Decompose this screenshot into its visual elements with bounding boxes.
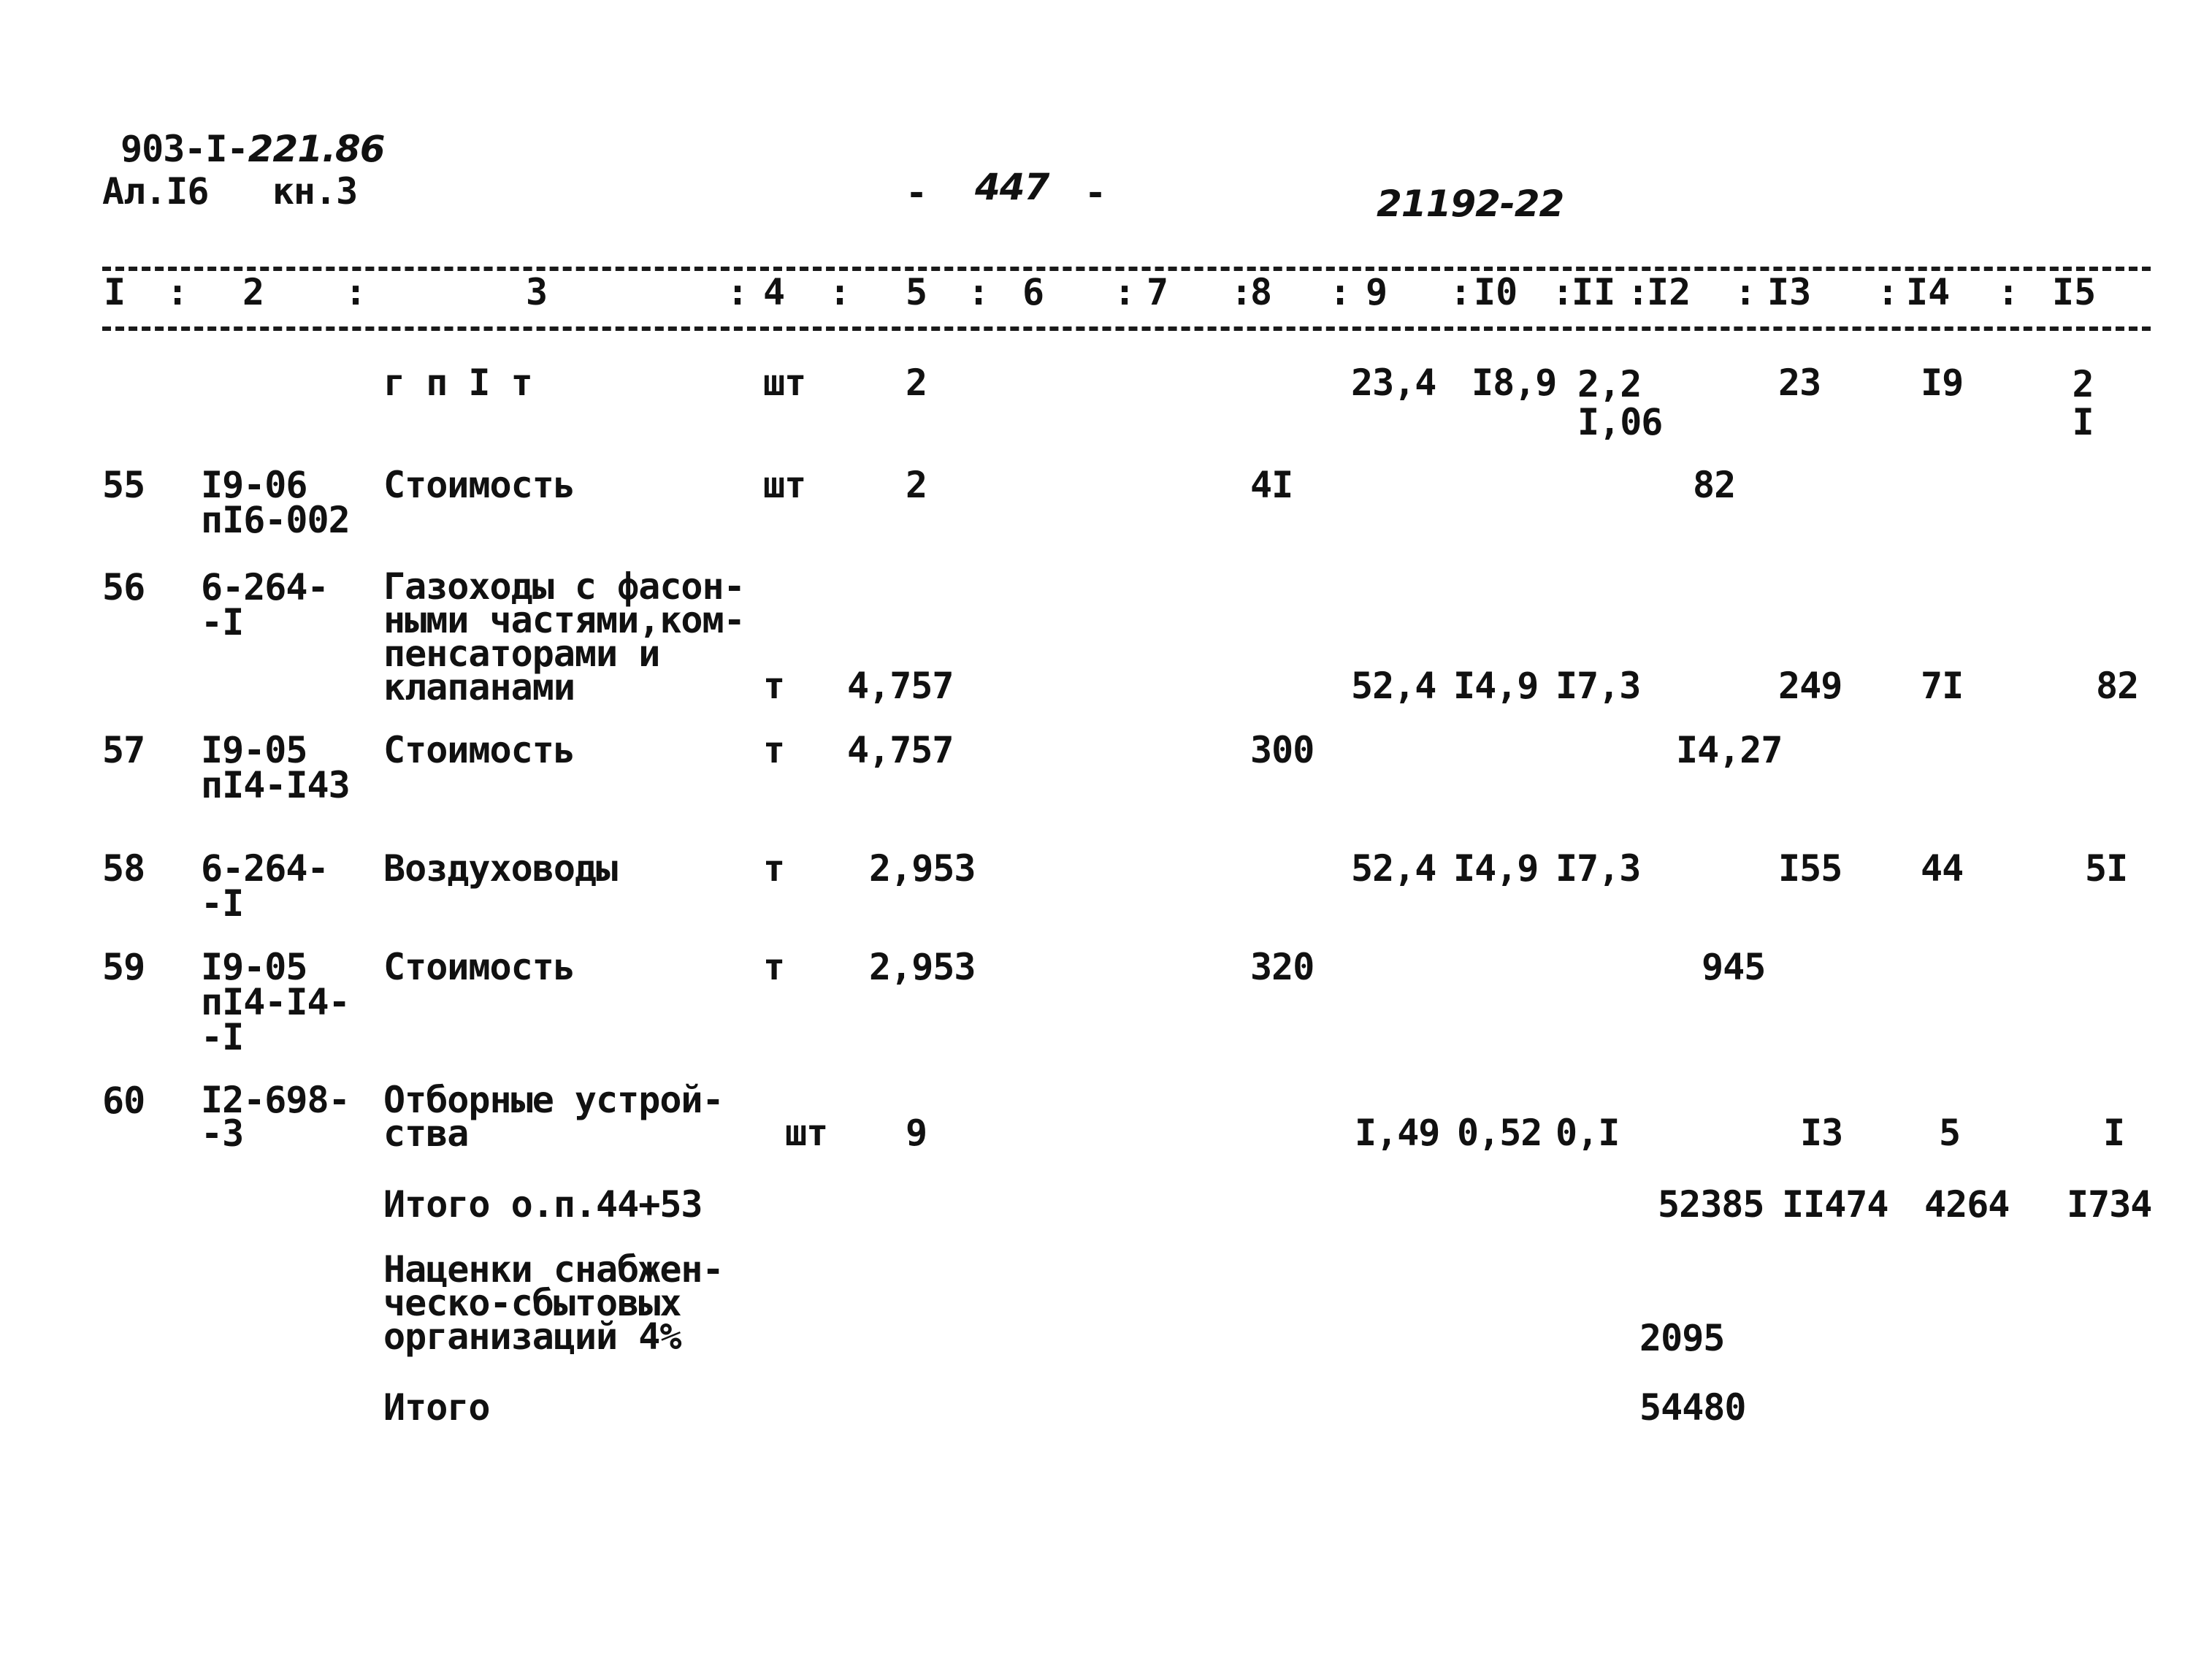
cell-qty: 2,953	[869, 847, 976, 890]
cell-c9: 52,4	[1351, 665, 1436, 707]
cell-code: 6-264- -I	[201, 566, 329, 643]
cell-c11: I7,3	[1555, 665, 1641, 707]
cell-c14: 5	[1939, 1112, 1961, 1154]
cell-c14: 44	[1921, 847, 1964, 890]
col-header-11: II	[1572, 271, 1616, 313]
cell-unit: т	[763, 729, 785, 771]
col-separator: :	[1114, 271, 1136, 313]
cell-c8: 4I	[1250, 464, 1293, 506]
col-header-12: I2	[1647, 271, 1691, 313]
cell-name: Газоходы с фасон- ными частями,ком- пенсаторами и клапанами	[383, 565, 745, 708]
col-separator: :	[1877, 271, 1899, 313]
cell-num: 60	[102, 1080, 145, 1122]
cell-c15: 5I	[2085, 847, 2128, 890]
cell-c11: 0,I	[1555, 1112, 1620, 1154]
cell-name: г п I т	[383, 362, 532, 404]
col-separator: :	[1329, 271, 1352, 313]
col-header-10: I0	[1474, 271, 1518, 313]
cell-code: I2-698- -3	[201, 1079, 350, 1155]
cell-unit: шт	[763, 362, 806, 404]
cell-qty: 4,757	[847, 729, 954, 771]
grand-total-label: Итого	[383, 1386, 490, 1429]
col-header-5: 5	[906, 271, 928, 313]
col-header-7: 7	[1147, 271, 1169, 313]
cell-c12: 945	[1702, 946, 1766, 988]
cell-c14: I9	[1921, 362, 1964, 404]
col-header-1: I	[104, 271, 126, 313]
cell-name: Стоимость	[383, 946, 575, 988]
col-separator: :	[727, 271, 749, 313]
header-bottom-rule	[102, 326, 2151, 331]
col-separator: :	[1627, 271, 1650, 313]
cell-qty: 2,953	[869, 946, 976, 988]
col-header-15: I5	[2052, 271, 2097, 313]
col-separator: :	[1231, 271, 1253, 313]
cell-num: 56	[102, 566, 145, 608]
cell-c15: I	[2103, 1112, 2125, 1154]
page-dash-left: -	[906, 172, 927, 214]
markup-label: Наценки снабжен- ческо-сбытовых организаций 4%	[383, 1248, 724, 1358]
cell-unit: т	[763, 847, 785, 890]
col-header-9: 9	[1366, 271, 1388, 313]
markup-c12: 2095	[1639, 1317, 1725, 1359]
cell-code: I9-05 пI4-I4- -I	[201, 946, 350, 1058]
cell-unit: т	[763, 946, 785, 988]
cell-unit: шт	[785, 1112, 828, 1154]
cell-c8: 300	[1250, 729, 1314, 771]
col-separator: :	[1734, 271, 1757, 313]
total-c15: I734	[2067, 1183, 2152, 1226]
col-separator: :	[829, 271, 851, 313]
total-label: Итого о.п.44+53	[383, 1183, 703, 1226]
stamp-number: 21192-22	[1377, 183, 1564, 225]
total-c12: 52385	[1658, 1183, 1764, 1226]
col-separator: :	[1997, 271, 2020, 313]
col-separator: :	[345, 271, 367, 313]
cell-c11: I7,3	[1555, 847, 1641, 890]
cell-c9: I,49	[1355, 1112, 1440, 1154]
cell-unit: шт	[763, 464, 806, 506]
col-header-14: I4	[1906, 271, 1951, 313]
cell-qty: 2	[906, 464, 927, 506]
cell-c15: 82	[2096, 665, 2139, 707]
cell-c10: I4,9	[1453, 847, 1539, 890]
doc-code	[120, 128, 385, 170]
cell-unit: т	[763, 665, 785, 707]
cell-c10: 0,52	[1457, 1112, 1542, 1154]
cell-c9: 52,4	[1351, 847, 1436, 890]
cell-c10: I4,9	[1453, 665, 1539, 707]
total-c13: II474	[1782, 1183, 1888, 1226]
cell-name: Стоимость	[383, 729, 575, 771]
cell-c14: 7I	[1921, 665, 1964, 707]
cell-qty: 4,757	[847, 665, 954, 707]
col-separator: :	[968, 271, 990, 313]
cell-c11: 2,2 I,06	[1577, 363, 1663, 443]
total-c14: 4264	[1924, 1183, 2010, 1226]
cell-c9: 23,4	[1351, 362, 1436, 404]
grand-total-c12: 54480	[1639, 1386, 1746, 1429]
cell-name: Стоимость	[383, 464, 575, 506]
cell-qty: 2	[906, 362, 927, 404]
col-header-3: 3	[526, 271, 548, 313]
cell-name: Воздуховоды	[383, 847, 618, 890]
col-header-2: 2	[242, 271, 265, 313]
cell-c13: I3	[1800, 1112, 1843, 1154]
col-header-6: 6	[1022, 271, 1045, 313]
page-dash-right: -	[1084, 172, 1106, 214]
cell-num: 59	[102, 946, 145, 988]
col-separator: :	[1450, 271, 1472, 313]
cell-c13: 249	[1778, 665, 1842, 707]
col-separator: :	[167, 271, 189, 313]
cell-num: 58	[102, 847, 145, 890]
cell-code: I9-05 пI4-I43	[201, 729, 350, 806]
cell-code: 6-264- -I	[201, 847, 329, 925]
cell-c15: 2 I	[2072, 363, 2094, 443]
doc-code-handwritten: 221.86	[248, 128, 385, 170]
cell-c12: 82	[1693, 464, 1736, 506]
cell-c10: I8,9	[1472, 362, 1557, 404]
cell-c13: I55	[1778, 847, 1842, 890]
col-header-13: I3	[1767, 271, 1812, 313]
doc-code-printed: 903-I-	[120, 128, 248, 170]
cell-qty: 9	[906, 1112, 927, 1154]
cell-name: Отборные устрой- ства	[383, 1079, 724, 1155]
cell-c13: 23	[1778, 362, 1821, 404]
cell-c12: I4,27	[1676, 729, 1783, 771]
page-number: 447	[975, 166, 1049, 208]
cell-c8: 320	[1250, 946, 1314, 988]
col-header-4: 4	[763, 271, 786, 313]
col-separator: :	[1552, 271, 1574, 313]
cell-code: I9-06 пI6-002	[201, 464, 350, 541]
cell-num: 55	[102, 464, 145, 506]
album-line: Ал.I6 кн.3	[102, 170, 358, 213]
col-header-8: 8	[1250, 271, 1273, 313]
cell-num: 57	[102, 729, 145, 771]
